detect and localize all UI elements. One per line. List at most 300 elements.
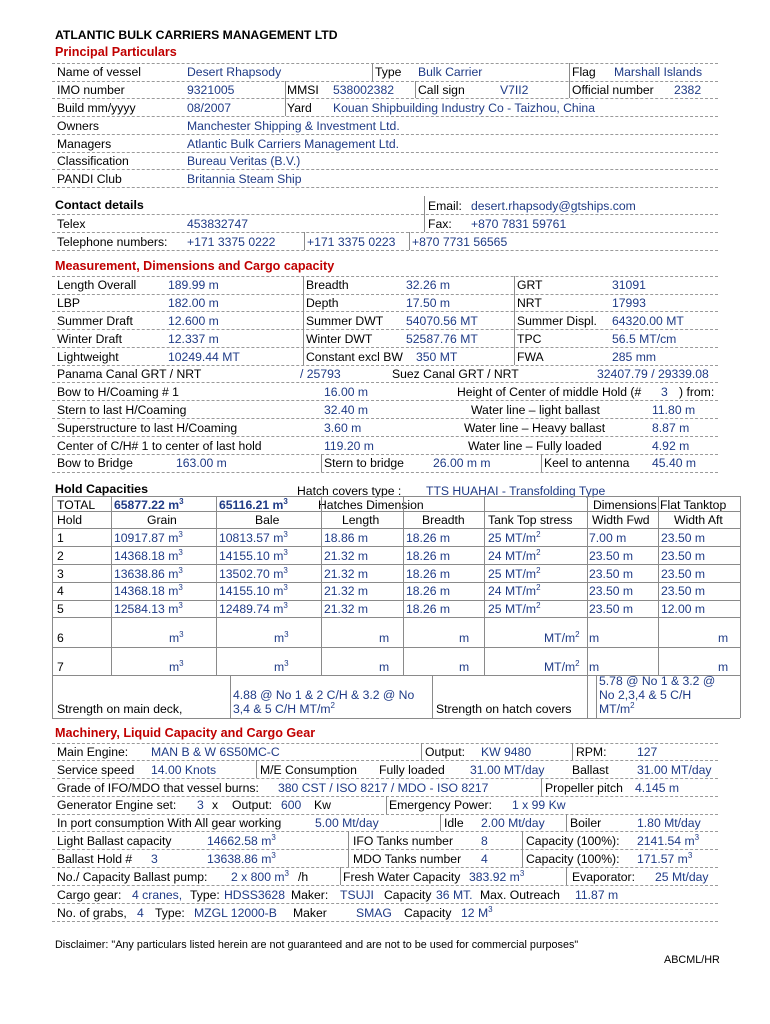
bh_n: 3 <box>151 852 158 866</box>
gen_out_l: Output: <box>232 798 272 812</box>
grabs_maker_l: Maker <box>293 906 327 920</box>
column-line <box>52 675 53 718</box>
superscript: 3 <box>488 904 493 914</box>
gear_type_l: Type: <box>190 888 220 902</box>
hold-bale: 14155.10 $m^3$ <box>219 547 288 563</box>
hold-number: 1 <box>57 531 64 545</box>
hatch-strength-2: No 2,3,4 & 5 C/H <box>599 688 692 702</box>
rule-line <box>52 472 718 473</box>
width-aft: 23.50 m <box>661 567 706 581</box>
hold-grain: $m^3$ <box>169 658 184 674</box>
rule-line <box>52 921 718 922</box>
depth_v: 17.50 m <box>406 296 451 310</box>
rule-line <box>52 814 718 815</box>
width-fwd: 23.50 m <box>589 584 634 598</box>
section-title-measurement: Measurement, Dimensions and Cargo capacity <box>55 259 335 273</box>
column-line <box>569 63 570 98</box>
sdwt_l: Summer DWT <box>306 314 384 328</box>
superscript: 2 <box>536 565 541 575</box>
hcm_r: ) from: <box>679 385 715 399</box>
fully_l: Fully loaded <box>379 763 445 777</box>
speed_l: Service speed <box>57 763 135 777</box>
column-line <box>321 496 322 675</box>
nrt_v: 17993 <box>612 296 646 310</box>
width-fwd: 23.50 m <box>589 602 634 616</box>
class_l: Classification <box>57 154 129 168</box>
tank-top-stress: 25 $MT/m^2$ <box>488 565 541 581</box>
rpm_v: 127 <box>637 745 658 759</box>
wdwt_v: 52587.76 MT <box>406 332 478 346</box>
rpm_l: RPM: <box>576 745 607 759</box>
panama_v: / 25793 <box>300 367 341 381</box>
fresh-water-value: 383.92 $m^3$ <box>469 868 525 884</box>
hatch-length: 18.86 m <box>324 531 369 545</box>
column-line <box>740 496 741 675</box>
tank-top-stress: $MT/m^2$ <box>544 629 580 645</box>
superscript: 2 <box>330 700 335 710</box>
gen_out_v: 600 <box>281 798 302 812</box>
col-hold: Hold <box>57 513 83 527</box>
mecons_l: M/E Consumption <box>260 763 357 777</box>
grabs_cap_l: Capacity <box>404 906 452 920</box>
rule-line <box>52 347 718 348</box>
ifo-capacity-label: Capacity (100%): <box>526 834 620 848</box>
sdraft_l: Summer Draft <box>57 314 133 328</box>
lbp_l: LBP <box>57 296 81 310</box>
column-line <box>541 454 542 472</box>
width-fwd: 7.00 m <box>589 531 627 545</box>
emerg_l: Emergency Power: <box>389 798 492 812</box>
imo_l: IMO number <box>57 83 125 97</box>
rule-line <box>52 232 718 233</box>
column-line <box>424 196 425 232</box>
width-aft: m <box>718 631 729 645</box>
rule-line <box>52 400 718 401</box>
telephone-1: +171 3375 0222 <box>187 235 276 249</box>
off_v: 2382 <box>674 83 702 97</box>
grabs_l: No. of grabs, <box>57 906 127 920</box>
column-line <box>440 814 441 831</box>
wl3_v: 4.92 m <box>652 439 690 453</box>
wdraft_l: Winter Draft <box>57 332 123 346</box>
breadth_v: 32.26 m <box>406 278 451 292</box>
ifo_v: 8 <box>481 834 488 848</box>
keel_l: Keel to antenna <box>544 456 630 470</box>
managers_l: Managers <box>57 137 112 151</box>
col-length: Length <box>342 513 380 527</box>
ifo-capacity-value: 2141.54 $m^3$ <box>637 832 700 848</box>
idle_l: Idle <box>444 816 464 830</box>
tpc_v: 56.5 MT/cm <box>612 332 677 346</box>
speed_v: 14.00 Knots <box>151 763 217 777</box>
superscript: 3 <box>283 547 288 557</box>
hatch-length: 21.32 m <box>324 584 369 598</box>
yard_v: Kouan Shipbuilding Industry Co - Taizhou, China <box>333 101 595 115</box>
rule-line <box>52 885 718 886</box>
port_l: In port consumption With All gear working <box>57 816 282 830</box>
fwa_v: 285 mm <box>612 350 657 364</box>
rule-line <box>52 98 718 99</box>
gen_l: Generator Engine set: <box>57 798 177 812</box>
section-title-principal: Principal Particulars <box>55 45 177 59</box>
rule-line <box>52 831 718 832</box>
keel_v: 45.40 m <box>652 456 697 470</box>
hatch-strength-1: 5.78 @ No 1 & 3.2 @ <box>599 674 716 688</box>
superscript: 2 <box>536 582 541 592</box>
hold-grain: $m^3$ <box>169 629 184 645</box>
superscript: 3 <box>178 565 183 575</box>
type_v: Bulk Carrier <box>418 65 483 79</box>
mmsi_l: MMSI <box>287 83 319 97</box>
hatch-length: m <box>379 660 390 674</box>
hatch-length: m <box>379 631 390 645</box>
column-line <box>111 496 112 675</box>
const_l: Constant excl BW <box>306 350 403 364</box>
hatch-breadth: 18.26 m <box>406 549 451 563</box>
engine_l: Main Engine: <box>57 745 129 759</box>
b2b_v: 163.00 m <box>176 456 227 470</box>
section-title-holds: Hold Capacities <box>55 482 148 496</box>
hatch-length: 21.32 m <box>324 549 369 563</box>
sdispl_v: 64320.00 MT <box>612 314 684 328</box>
hatches-dimension-heading: Hatches Dimension <box>318 498 424 512</box>
superscript: 2 <box>536 600 541 610</box>
rule-line <box>52 436 718 437</box>
tank-top-stress: 24 $MT/m^2$ <box>488 582 541 598</box>
hold-number: 6 <box>57 631 64 645</box>
superscript: 2 <box>536 547 541 557</box>
hatch-strength-label: Strength on hatch covers <box>436 702 572 716</box>
superscript: 3 <box>179 496 184 506</box>
grt_l: GRT <box>517 278 543 292</box>
gear_cap_v: 36 MT. <box>436 888 473 902</box>
superscript: 3 <box>283 600 288 610</box>
deck-strength-2: 3,4 & 5 C/H $MT/m^2$ <box>233 700 335 716</box>
hatch-strength-3: $MT/m^2$ <box>599 700 635 716</box>
off_l: Official number <box>572 83 654 97</box>
mdo_l: MDO Tanks number <box>353 852 462 866</box>
wdraft_v: 12.337 m <box>168 332 219 346</box>
hold-number: 3 <box>57 567 64 581</box>
rule-line <box>52 365 718 366</box>
owners_v: Manchester Shipping & Investment Ltd. <box>187 119 400 133</box>
hold-grain: 14368.18 $m^3$ <box>114 582 183 598</box>
rule-line <box>52 63 718 64</box>
bow_v: 16.00 m <box>324 385 369 399</box>
hold-grain: 10917.87 $m^3$ <box>114 529 183 545</box>
gear_out_l: Max. Outreach <box>480 888 560 902</box>
width-aft: 12.00 m <box>661 602 706 616</box>
superscript: 3 <box>283 529 288 539</box>
col-width-fwd: Width Fwd <box>592 513 650 527</box>
fwa_l: FWA <box>517 350 544 364</box>
engine_v: MAN B & W 6S50MC-C <box>151 745 280 759</box>
gen_kw: Kw <box>314 798 331 812</box>
mmsi_v: 538002382 <box>333 83 395 97</box>
fwc_l: Fresh Water Capacity <box>343 870 461 884</box>
stern_l: Stern to last H/Coaming <box>57 403 187 417</box>
rule-line <box>52 250 718 251</box>
rule-line <box>52 600 740 601</box>
prop_l: Propeller pitch <box>545 781 623 795</box>
managers_v: Atlantic Bulk Carriers Management Ltd. <box>187 137 400 151</box>
hold-number: 4 <box>57 584 64 598</box>
fax-label: Fax: <box>428 217 452 231</box>
mdo_v: 4 <box>481 852 488 866</box>
flag_v: Marshall Islands <box>614 65 703 79</box>
telephone-label: Telephone numbers: <box>57 235 168 249</box>
column-line <box>740 675 741 718</box>
column-line <box>303 276 304 365</box>
ballast_l: Ballast <box>572 763 609 777</box>
s2b_v: 26.00 m m <box>433 456 491 470</box>
hatch-breadth: 18.26 m <box>406 584 451 598</box>
tank-top-stress: 25 $MT/m^2$ <box>488 529 541 545</box>
rule-line <box>52 152 718 153</box>
hold-bale: $m^3$ <box>274 658 289 674</box>
column-line <box>421 743 422 760</box>
rule-line <box>52 511 740 512</box>
superscript: 3 <box>687 850 693 860</box>
superscript: 3 <box>283 582 288 592</box>
hold-bale: 10813.57 $m^3$ <box>219 529 288 545</box>
column-line <box>541 778 542 796</box>
rule-line <box>52 311 718 312</box>
ballast_v: 31.00 MT/day <box>637 763 712 777</box>
grabs_n: 4 <box>137 906 144 920</box>
wl3_l: Water line – Fully loaded <box>468 439 602 453</box>
hatch-breadth: 18.26 m <box>406 602 451 616</box>
hatch-breadth: m <box>459 660 470 674</box>
column-line <box>658 496 659 675</box>
column-line <box>321 454 322 472</box>
ballast-pump-value: 2 x 800 $m^3$ <box>231 868 289 884</box>
pandi_v: Britannia Steam Ship <box>187 172 302 186</box>
superscript: 3 <box>694 832 700 842</box>
sdraft_v: 12.600 m <box>168 314 219 328</box>
hold-bale: $m^3$ <box>274 629 289 645</box>
total-grain: 65877.22 $m^3$ <box>114 496 184 512</box>
emerg_v: 1 x 99 Kw <box>512 798 566 812</box>
hold-grain: 14368.18 $m^3$ <box>114 547 183 563</box>
bh_l: Ballast Hold # <box>57 852 133 866</box>
superscript: 3 <box>284 868 289 878</box>
col-breadth: Breadth <box>422 513 465 527</box>
hold-bale: 12489.74 $m^3$ <box>219 600 288 616</box>
super_v: 3.60 m <box>324 421 362 435</box>
hold-bale: 14155.10 $m^3$ <box>219 582 288 598</box>
hold-bale: 13502.70 $m^3$ <box>219 565 288 581</box>
section-title-machinery: Machinery, Liquid Capacity and Cargo Gear <box>55 726 316 740</box>
type_l: Type <box>375 65 402 79</box>
column-line <box>304 232 305 250</box>
ifo_l: IFO Tanks number <box>353 834 454 848</box>
bow_l: Bow to H/Coaming # 1 <box>57 385 179 399</box>
column-line <box>514 276 515 365</box>
grabs_cap_v: 12 $M^3$ <box>461 904 493 920</box>
super_l: Superstructure to last H/Coaming <box>57 421 238 435</box>
column-line <box>256 760 257 778</box>
deck-strength-1: 4.88 @ No 1 & 2 C/H & 3.2 @ No <box>233 688 415 702</box>
hatch-type-value: TTS HUAHAI - Transfolding Type <box>426 484 606 498</box>
column-line <box>340 867 341 885</box>
build_v: 08/2007 <box>187 101 232 115</box>
hold-number: 5 <box>57 602 64 616</box>
email-value: desert.rhapsody@gtships.com <box>471 199 636 213</box>
column-line <box>216 496 217 675</box>
column-line <box>415 81 416 98</box>
grade_v: 380 CST / ISO 8217 / MDO - ISO 8217 <box>278 781 489 795</box>
rule-line <box>52 546 740 547</box>
sdwt_v: 54070.56 MT <box>406 314 478 328</box>
grabs_maker_v: SMAG <box>356 906 392 920</box>
light_v: 10249.44 MT <box>168 350 240 364</box>
rule-line <box>52 454 718 455</box>
center_l: Center of C/H# 1 to center of last hold <box>57 439 262 453</box>
rule-line <box>52 647 740 648</box>
wl2_v: 8.87 m <box>652 421 690 435</box>
telex-value: 453832747 <box>187 217 249 231</box>
column-line <box>484 496 485 675</box>
wl1_v: 11.80 m <box>652 403 696 417</box>
nrt_l: NRT <box>517 296 542 310</box>
hatch-breadth: m <box>459 631 470 645</box>
deck-strength-label: Strength on main deck, <box>57 702 183 716</box>
output_l: Output: <box>425 745 465 759</box>
gear_type_v: HDSS3628 <box>224 888 285 902</box>
mdo-capacity-value: 171.57 $m^3$ <box>637 850 693 866</box>
superscript: 2 <box>536 529 541 539</box>
reference-code: ABCML/HR <box>664 954 720 966</box>
evap_l: Evaporator: <box>572 870 636 884</box>
width-aft: 23.50 m <box>661 531 706 545</box>
pandi_l: PANDI Club <box>57 172 122 186</box>
column-line <box>566 867 567 885</box>
column-line <box>348 831 349 867</box>
gen_n: 3 <box>197 798 204 812</box>
ballast-hold-value: 13638.86 $m^3$ <box>207 850 276 866</box>
col-tank-top: Tank Top stress <box>488 513 573 527</box>
build_l: Build mm/yyyy <box>57 101 136 115</box>
pump_l: No./ Capacity Ballast pump: <box>57 870 208 884</box>
column-line <box>285 81 286 116</box>
rule-line <box>52 903 718 904</box>
hatch-length: 21.32 m <box>324 567 369 581</box>
boiler_l: Boiler <box>570 816 602 830</box>
col-bale: Bale <box>255 513 280 527</box>
sdispl_l: Summer Displ. <box>517 314 597 328</box>
rule-line <box>52 276 718 277</box>
superscript: 2 <box>630 700 635 710</box>
superscript: 3 <box>179 658 184 668</box>
hold-grain: 13638.86 $m^3$ <box>114 565 183 581</box>
tank-top-stress: 24 $MT/m^2$ <box>488 547 541 563</box>
call_v: V7II2 <box>500 83 529 97</box>
rule-line <box>52 796 718 797</box>
light-ballast-label: Light Ballast capacity <box>57 834 172 848</box>
rule-line <box>52 329 718 330</box>
gear_out_v: 11.87 m <box>575 888 619 902</box>
rule-line <box>52 169 718 170</box>
superscript: 3 <box>283 565 288 575</box>
rule-line <box>52 134 718 135</box>
center_v: 119.20 m <box>324 439 374 453</box>
light-ballast-value: 14662.58 $m^3$ <box>207 832 276 848</box>
col-width-aft: Width Aft <box>674 513 723 527</box>
rule-line <box>52 418 718 419</box>
gear_l: Cargo gear: <box>57 888 122 902</box>
tank-top-stress: $MT/m^2$ <box>544 658 580 674</box>
grt_v: 31091 <box>612 278 646 292</box>
col-grain: Grain <box>147 513 177 527</box>
width-aft: 23.50 m <box>661 549 706 563</box>
depth_l: Depth <box>306 296 339 310</box>
column-line <box>386 796 387 814</box>
rule-line <box>52 81 718 82</box>
rule-line <box>52 675 740 676</box>
superscript: 3 <box>178 529 183 539</box>
breadth_l: Breadth <box>306 278 349 292</box>
evap_v: 25 Mt/day <box>655 870 709 884</box>
rule-line <box>52 564 740 565</box>
grabs_type_l: Type: <box>155 906 185 920</box>
prop_v: 4.145 m <box>635 781 680 795</box>
hcm_l: Height of Center of middle Hold (# <box>457 385 642 399</box>
column-line <box>372 63 373 81</box>
rule-line <box>52 718 740 719</box>
superscript: 3 <box>283 496 288 506</box>
gear_cap_l: Capacity <box>384 888 432 902</box>
column-line <box>587 496 588 675</box>
rule-line <box>52 382 718 383</box>
hold-number: 7 <box>57 660 64 674</box>
rule-line <box>52 849 718 850</box>
superscript: 2 <box>575 658 580 668</box>
rule-line <box>52 187 718 188</box>
width-fwd: 23.50 m <box>589 549 634 563</box>
grade_l: Grade of IFO/MDO that vessel burns: <box>57 781 259 795</box>
column-line <box>596 675 597 718</box>
width-fwd: m <box>589 660 600 674</box>
rule-line <box>52 778 718 779</box>
b2b_l: Bow to Bridge <box>57 456 133 470</box>
name_v: Desert Rhapsody <box>187 65 282 79</box>
wdwt_l: Winter DWT <box>306 332 373 346</box>
column-line <box>432 675 433 718</box>
hatch-breadth: 18.26 m <box>406 531 451 545</box>
rule-line <box>52 743 718 744</box>
width-aft: 23.50 m <box>661 584 706 598</box>
total-label: TOTAL <box>57 498 96 512</box>
width-aft: m <box>718 660 729 674</box>
rule-line <box>52 294 718 295</box>
superscript: 2 <box>575 629 580 639</box>
suez_v: 32407.79 / 29339.08 <box>597 367 709 381</box>
loa_l: Length Overall <box>57 278 137 292</box>
column-line <box>230 675 231 718</box>
hcm_n: 3 <box>661 385 668 399</box>
column-line <box>409 232 410 250</box>
column-line <box>403 496 404 675</box>
hatch-type-label: Hatch covers type : <box>297 484 402 498</box>
superscript: 3 <box>519 868 525 878</box>
total-bale: 65116.21 $m^3$ <box>219 496 288 512</box>
superscript: 3 <box>284 629 289 639</box>
hold-grain: 12584.13 $m^3$ <box>114 600 183 616</box>
tank-top-stress: 25 $MT/m^2$ <box>488 600 541 616</box>
fax-value: +870 7831 59761 <box>471 217 567 231</box>
rule-line <box>52 582 740 583</box>
